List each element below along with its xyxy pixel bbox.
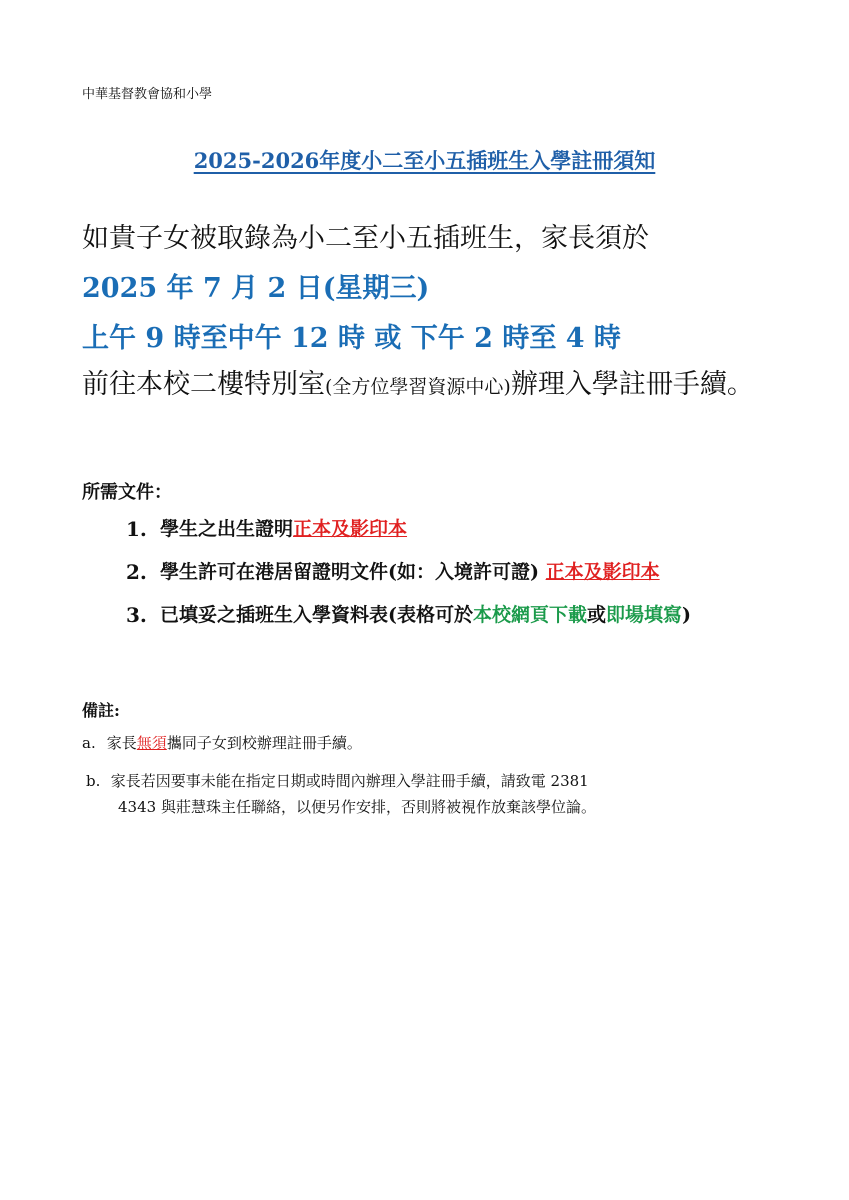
note-label: b. xyxy=(86,772,101,790)
list-item xyxy=(126,514,776,544)
registration-date: 2025 年 7 月 2 日(星期三) xyxy=(82,273,430,304)
documents-heading: 所需文件： xyxy=(82,482,172,503)
item-text xyxy=(160,557,776,587)
item-text xyxy=(160,600,776,630)
note-text-start: 家長 xyxy=(106,734,137,752)
venue-prefix: 前往本校二樓特別室 xyxy=(82,369,325,400)
item-description: 學生許可在港居留證明文件(如：入境許可證) xyxy=(160,561,546,583)
venue-suffix: 辦理入學註冊手續。 xyxy=(510,369,754,400)
item-connector: 或 xyxy=(587,604,607,626)
venue-text xyxy=(82,366,772,406)
registration-time: 上午 9 時至中午 12 時 或 下午 2 時至 4 時 xyxy=(82,323,621,354)
note-line-1: 家長若因要事未能在指定日期或時間內辦理入學註冊手續，請致電 2381 xyxy=(110,772,589,790)
item-description: 學生之出生證明 xyxy=(160,518,294,540)
note-label: a. xyxy=(82,734,96,752)
item-green-onsite: 即場填寫 xyxy=(606,604,683,626)
note-text-end: 攜同子女到校辦理註冊手續。 xyxy=(166,734,362,752)
intro-text: 如貴子女被取錄為小二至小五插班生，家長須於 xyxy=(82,223,649,254)
documents-list xyxy=(126,514,776,643)
note-b xyxy=(86,768,776,820)
list-item xyxy=(126,600,776,630)
note-highlight: 無須 xyxy=(136,734,167,752)
venue-room-note: (全方位學習資源中心) xyxy=(325,376,511,398)
list-item xyxy=(126,557,776,587)
note-a xyxy=(82,730,362,756)
notice-title: 2025-2026年度小二至小五插班生入學註冊須知 xyxy=(193,148,656,173)
item-number: 2. xyxy=(126,560,147,584)
school-name: 中華基督教會協和小學 xyxy=(82,87,213,102)
item-highlight: 正本及影印本 xyxy=(545,561,660,583)
item-description: 已填妥之插班生入學資料表(表格可於 xyxy=(160,604,473,626)
item-number: 3. xyxy=(126,603,147,627)
item-text xyxy=(160,514,776,544)
item-highlight: 正本及影印本 xyxy=(293,518,408,540)
item-closing: ) xyxy=(682,604,692,626)
item-green-download: 本校網頁下載 xyxy=(473,604,588,626)
item-number: 1. xyxy=(126,517,147,541)
notes-heading: 備註: xyxy=(82,701,120,720)
note-line-2: 4343 與莊慧珠主任聯絡，以便另作安排，否則將被視作放棄該學位論。 xyxy=(118,798,596,816)
